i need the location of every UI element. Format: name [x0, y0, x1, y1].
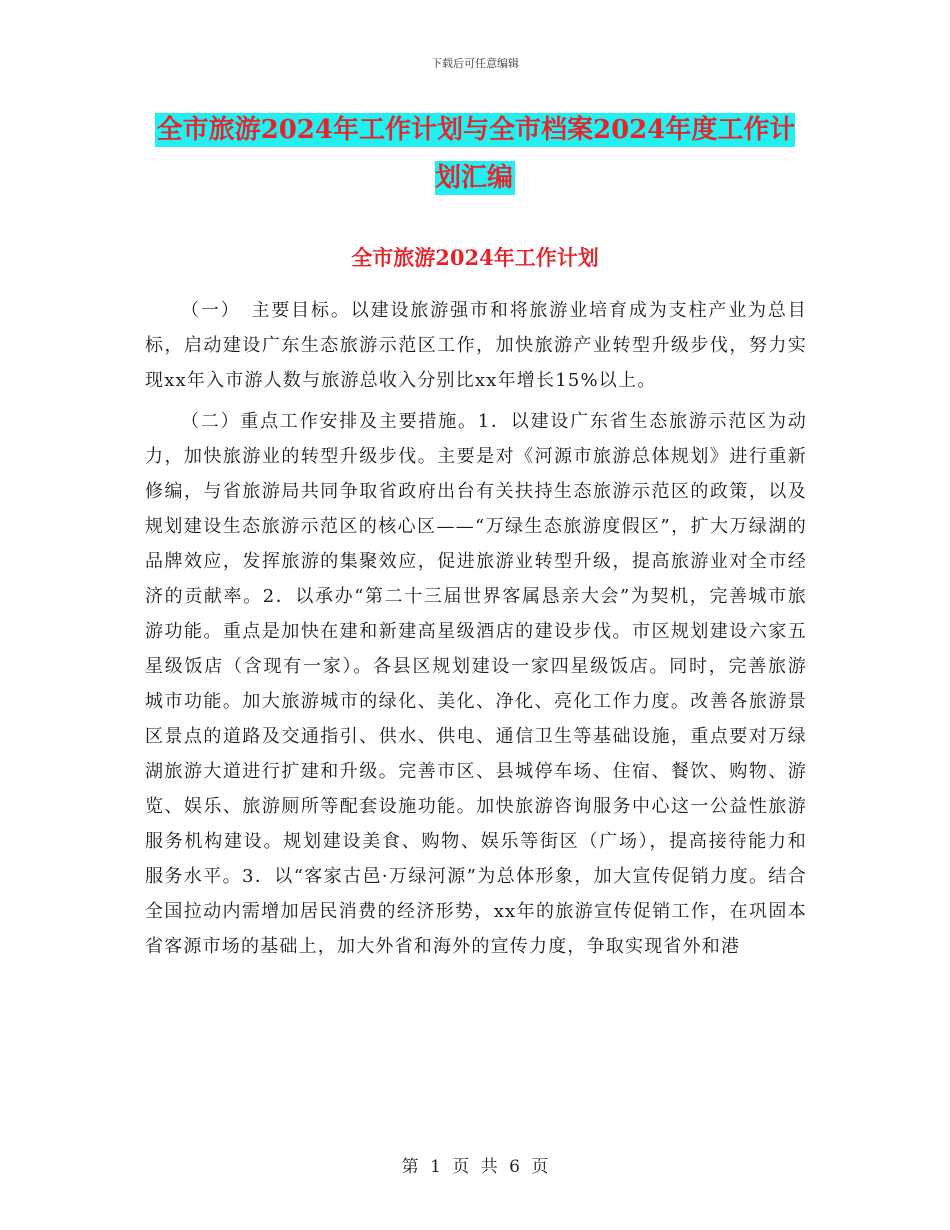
body-text	[145, 293, 807, 970]
paragraph-goals: （一） 主要目标。以建设旅游强市和将旅游业培育成为支柱产业为总目标，启动建设广东生态旅游示范区工作，加快旅游产业转型升级步伐，努力实现xx年入市游人数与旅游总收入分别比xx年增长15%以上。	[145, 300, 807, 391]
section-title: 全市旅游2024年工作计划	[351, 245, 599, 270]
document-title	[145, 106, 805, 202]
document-title-text: 全市旅游2024年工作计划与全市档案2024年度工作计划汇编	[156, 115, 796, 193]
paragraph-measures: （二）重点工作安排及主要措施。1．以建设广东省生态旅游示范区为动力，加快旅游业的转型升级步伐。主要是对《河源市旅游总体规划》进行重新修编，与省旅游局共同争取省政府出台有关扶持生态旅游示范区的政策，以及规划建设生态旅游示范区的核心区——“万绿生态旅游度假区”，扩大万绿湖的品牌效应，发挥旅游的集聚效应，促进旅游业转型升级，提高旅游业对全市经济的贡献率。2．以承办“第二十三届世界客属恳亲大会”为契机，完善城市旅游功能。重点是加快在建和新建高星级酒店的建设步伐。市区规划建设六家五星级饭店（含现有一家）。各县区规划建设一家四星级饭店。同时，完善旅游城市功能。加大旅游城市的绿化、美化、净化、亮化工作力度。改善各旅游景区景点的道路及交通指引、供水、供电、通信卫生等基础设施，重点要对万绿湖旅游大道进行扩建和升级。完善市区、县城停车场、住宿、餐饮、购物、游览、娱乐、旅游厕所等配套设施功能。加快旅游咨询服务中心这一公益性旅游服务机构建设。规划建设美食、购物、娱乐等街区（广场），提高接待能力和服务水平。3．以“客家古邑·万绿河源”为总体形象，加大宣传促销力度。结合全国拉动内需增加居民消费的经济形势，xx年的旅游宣传促销工作，在巩固本省客源市场的基础上，加大外省和海外的宣传力度，争取实现省外和港	[145, 411, 807, 957]
page-footer: 第 1 页 共 6 页	[401, 1157, 549, 1177]
header-note: 下载后可任意编辑	[431, 57, 519, 70]
